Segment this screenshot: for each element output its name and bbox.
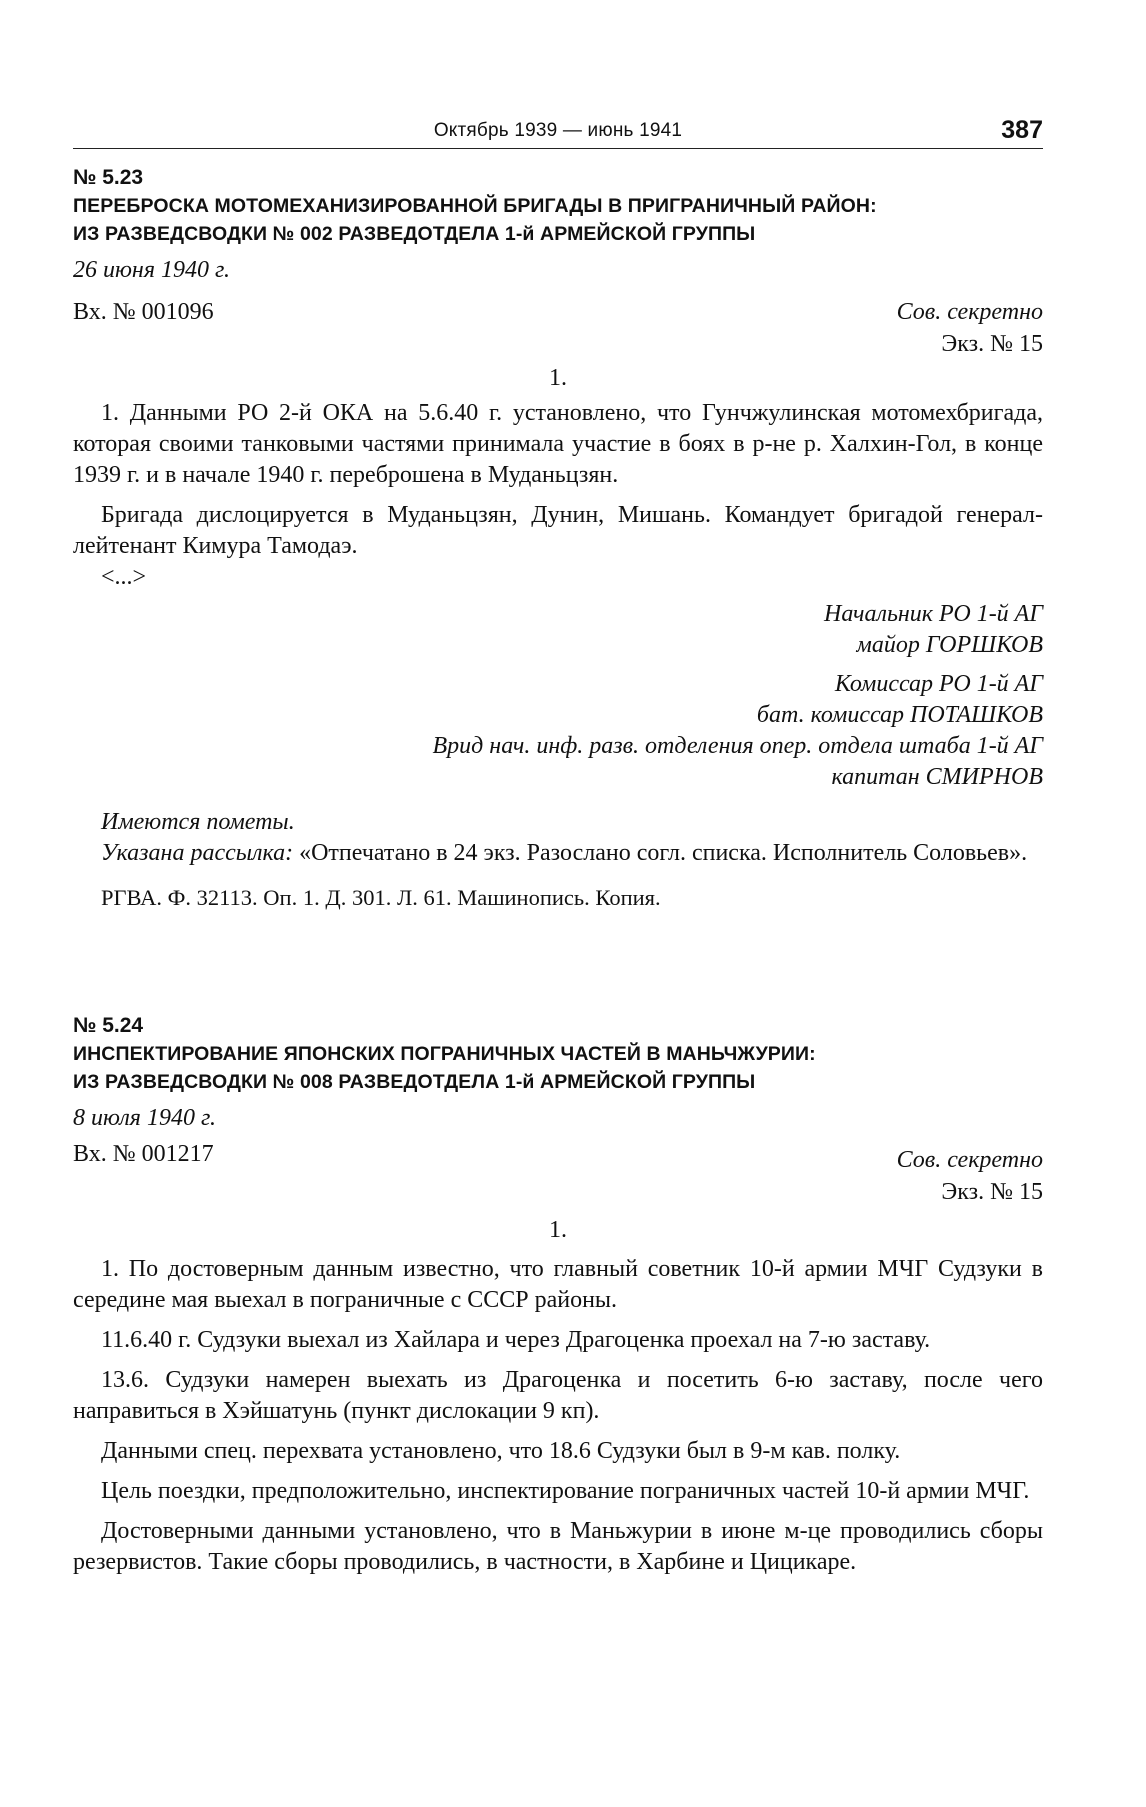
signature-name: капитан СМИРНОВ bbox=[831, 764, 1043, 790]
note-distribution-label: Указана рассылка: bbox=[101, 840, 294, 866]
paragraph: 13.6. Судзуки намерен выехать из Драгоценка и посетить 6-ю заставу, после чего направиться в Хэйшатунь (пункт дислокации 9 кп). bbox=[73, 1367, 1043, 1424]
paragraph: Бригада дислоцируется в Муданьцзян, Дунин, Мишань. Командует бригадой генерал-лейтенант Кимура Тамодаэ. bbox=[73, 502, 1043, 559]
archive-source: РГВА. Ф. 32113. Оп. 1. Д. 301. Л. 61. Машинопись. Копия. bbox=[101, 885, 661, 910]
signature-title: Комиссар РО 1-й АГ bbox=[834, 671, 1043, 697]
document-title-line-2: ИЗ РАЗВЕДСВОДКИ № 008 РАЗВЕДОТДЕЛА 1-й АРМЕЙСКОЙ ГРУППЫ bbox=[73, 1071, 756, 1093]
running-head bbox=[73, 118, 1043, 149]
document-title-line-1: ПЕРЕБРОСКА МОТОМЕХАНИЗИРОВАННОЙ БРИГАДЫ В ПРИГРАНИЧНЫЙ РАЙОН: bbox=[73, 195, 877, 217]
classification: Сов. секретно bbox=[896, 299, 1043, 325]
section-number: 1. bbox=[549, 365, 567, 391]
paragraph: Цель поездки, предположительно, инспектирование пограничных частей 10-й армии МЧГ. bbox=[101, 1478, 1030, 1504]
document-number: № 5.24 bbox=[73, 1014, 144, 1037]
incoming-number: Вх. № 001096 bbox=[73, 299, 214, 325]
note-marks: Имеются пометы. bbox=[101, 809, 295, 835]
document-title-line-2: ИЗ РАЗВЕДСВОДКИ № 002 РАЗВЕДОТДЕЛА 1-й АРМЕЙСКОЙ ГРУППЫ bbox=[73, 223, 756, 245]
running-head-title: Октябрь 1939 — июнь 1941 bbox=[433, 120, 683, 141]
incoming-row bbox=[73, 1138, 1043, 1173]
document-title-line-1: ИНСПЕКТИРОВАНИЕ ЯПОНСКИХ ПОГРАНИЧНЫХ ЧАСТЕЙ В МАНЬЧЖУРИИ: bbox=[73, 1043, 816, 1065]
document-5-23 bbox=[73, 164, 1043, 913]
document-number: № 5.23 bbox=[73, 166, 144, 189]
copy-row bbox=[73, 328, 1043, 360]
note-distribution bbox=[73, 838, 1043, 869]
signature-title: Врид нач. инф. разв. отделения опер. отдела штаба 1-й АГ bbox=[432, 733, 1043, 759]
document-date: 26 июня 1940 г. bbox=[73, 257, 231, 283]
signature-title: Начальник РО 1-й АГ bbox=[824, 601, 1043, 627]
page-number: 387 bbox=[1001, 116, 1043, 144]
paragraph: 1. Данными РО 2-й ОКА на 5.6.40 г. установлено, что Гунчжулинская мотомехбригада, которая своими танковыми частями принимала участие в боях в р-не р. Халхин-Гол, в конце 1939 г. и в начале 1940 г. переброшена в Муданьцзян. bbox=[73, 400, 1043, 488]
incoming-number: Вх. № 001217 bbox=[73, 1141, 214, 1167]
document-date: 8 июля 1940 г. bbox=[73, 1105, 216, 1131]
paragraph: 11.6.40 г. Судзуки выехал из Хайлара и через Драгоценка проехал на 7-ю заставу. bbox=[101, 1327, 931, 1353]
signature-name: майор ГОРШКОВ bbox=[856, 632, 1043, 658]
note-distribution-text: «Отпечатано в 24 экз. Разослано согл. списка. Исполнитель Соловьев». bbox=[293, 840, 1028, 866]
section-number: 1. bbox=[549, 1217, 567, 1243]
ellipsis: <...> bbox=[101, 564, 147, 590]
document-5-24 bbox=[73, 1012, 1043, 1578]
copy-number: Экз. № 15 bbox=[941, 331, 1043, 357]
signature-name: бат. комиссар ПОТАШКОВ bbox=[756, 702, 1043, 728]
paragraph: 1. По достоверным данным известно, что главный советник 10-й армии МЧГ Судзуки в середине мая выехал в пограничные с СССР районы. bbox=[73, 1256, 1043, 1313]
copy-row bbox=[73, 1176, 1043, 1208]
paragraph: Достоверными данными установлено, что в Маньжурии в июне м-це проводились сборы резервистов. Такие сборы проводились, в частности, в Харбине и Цицикаре. bbox=[73, 1518, 1043, 1575]
paragraph: Данными спец. перехвата установлено, что 18.6 Судзуки был в 9-м кав. полку. bbox=[101, 1438, 901, 1464]
incoming-row bbox=[73, 296, 1043, 328]
copy-number: Экз. № 15 bbox=[941, 1179, 1043, 1205]
classification: Сов. секретно bbox=[896, 1147, 1043, 1173]
